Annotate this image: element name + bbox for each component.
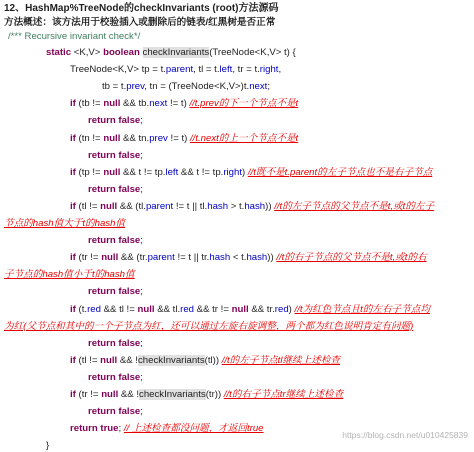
code-keyword: null xyxy=(100,200,120,212)
code-field: hash xyxy=(207,200,231,212)
code-keyword: if xyxy=(70,166,79,178)
code-token: (tn != xyxy=(78,132,104,144)
code-line xyxy=(70,252,427,264)
code-token: && tl != xyxy=(103,303,138,315)
code-token: ; xyxy=(140,115,143,127)
code-token: (t. xyxy=(78,303,88,315)
code-token: ; xyxy=(140,183,143,195)
code-token: && tr. xyxy=(251,303,275,315)
code-line xyxy=(70,98,298,110)
code-token: , tn = (TreeNode<K,V>)t. xyxy=(144,81,250,93)
annotation-comment: //t的右子节点tr继续上述检查 xyxy=(223,389,344,400)
code-token: (tl != xyxy=(78,354,101,366)
code-keyword: null xyxy=(137,303,158,315)
code-line xyxy=(70,64,281,76)
code-token: (tp != xyxy=(78,166,104,178)
code-token: != t) xyxy=(170,98,190,110)
code-token: && ! xyxy=(120,389,140,400)
code-keyword: if xyxy=(70,354,79,366)
code-token: <K,V> xyxy=(73,47,104,58)
annotation-comment: //t为红色节点且t的左右子节点均 xyxy=(294,303,430,315)
code-field: hash xyxy=(244,200,266,212)
annotation-comment: //t的左子节点的父节点不是t,或t的左子 xyxy=(274,200,435,212)
annotation-comment: 节点的hash值大于t的hash值 xyxy=(4,218,126,229)
code-token: && t != tp. xyxy=(180,166,224,178)
code-keyword: return false xyxy=(88,115,141,127)
code-field: red xyxy=(87,303,104,315)
code-token: ) xyxy=(242,166,248,178)
code-field: left xyxy=(165,166,181,178)
code-keyword: null xyxy=(101,252,121,264)
code-token: checkInvariants xyxy=(139,389,206,400)
code-token: (tr != xyxy=(78,252,102,264)
code-token: ; xyxy=(118,423,124,435)
code-keyword: if xyxy=(70,303,79,315)
code-keyword: if xyxy=(70,252,79,264)
code-token: != t) xyxy=(170,132,190,144)
code-line xyxy=(46,47,296,59)
code-line xyxy=(46,440,49,452)
code-field: red xyxy=(274,303,289,315)
code-line xyxy=(102,81,270,93)
code-token: && tb. xyxy=(123,98,150,110)
code-token: && tn. xyxy=(123,132,150,144)
annotation-comment: 子节点的hash值小于t的hash值 xyxy=(4,269,135,281)
code-line xyxy=(88,150,143,162)
code-keyword: null xyxy=(100,354,120,366)
annotation-comment: //t.next的上一个节点不是t xyxy=(190,132,299,144)
code-token: && ! xyxy=(119,354,138,366)
code-token: && (tl. xyxy=(119,200,146,212)
code-token: , xyxy=(278,64,282,76)
code-keyword: if xyxy=(70,200,79,212)
annotation-comment: //t的左子节点tl继续上述检查 xyxy=(221,354,341,366)
code-token: )) xyxy=(265,200,275,212)
code-token: ; xyxy=(140,371,143,383)
code-token: checkInvariants xyxy=(137,354,205,366)
code-token: , tl = t. xyxy=(193,64,220,76)
code-token: )) xyxy=(267,252,277,264)
code-line xyxy=(70,201,434,213)
code-keyword: null xyxy=(231,303,252,315)
code-token: ; xyxy=(140,337,143,349)
code-token: < t. xyxy=(232,252,247,264)
annotation-comment: 为红(父节点和其中的一个子节点为红，还可以通过左旋右旋调整，两个都为红色说明肯定有问题) xyxy=(4,320,414,332)
code-line xyxy=(70,355,340,367)
code-token: ; xyxy=(140,406,143,418)
code-keyword: boolean xyxy=(103,47,143,58)
code-token: tb = t. xyxy=(102,81,127,93)
code-field: parent xyxy=(147,252,178,264)
code-keyword: if xyxy=(70,98,79,110)
code-field: prev xyxy=(126,81,145,93)
code-field: next xyxy=(249,81,268,93)
code-line xyxy=(88,338,143,350)
code-line xyxy=(88,115,143,127)
code-line xyxy=(88,372,143,384)
code-line xyxy=(88,184,143,196)
code-keyword: null xyxy=(103,98,124,110)
code-line xyxy=(4,269,135,281)
code-line xyxy=(70,167,432,179)
code-keyword: return false xyxy=(88,406,141,418)
annotation-comment: //t既不是t.parent的左子节点也不是右子节点 xyxy=(247,166,433,178)
code-keyword: return false xyxy=(88,183,141,195)
code-token: ; xyxy=(140,235,143,247)
section-title: 12、HashMap%TreeNode的checkInvariants (root)方法源码 xyxy=(4,3,279,14)
watermark: https://blog.csdn.net/u010425839 xyxy=(342,430,468,440)
code-keyword: return false xyxy=(88,286,141,298)
code-field: parent xyxy=(165,64,194,76)
code-token: > t. xyxy=(230,200,245,212)
code-field: prev xyxy=(149,132,171,144)
code-token: != t || tr. xyxy=(177,252,210,264)
code-token: (tb != xyxy=(78,98,104,110)
code-field: parent xyxy=(145,200,176,212)
code-token: (TreeNode<K,V> t) { xyxy=(209,47,296,58)
code-field: left xyxy=(219,64,233,76)
code-line xyxy=(4,218,125,230)
code-token: } xyxy=(46,440,50,452)
code-line xyxy=(70,133,298,145)
code-keyword: null xyxy=(103,132,124,144)
code-token: (tl != xyxy=(78,200,101,212)
code-token: && (tr. xyxy=(120,252,148,264)
doc-comment: /*** Recursive invariant check*/ xyxy=(8,31,141,42)
code-field: hash xyxy=(209,252,233,264)
code-line xyxy=(88,235,143,247)
code-keyword: null xyxy=(103,166,124,178)
code-line xyxy=(70,423,264,435)
code-line xyxy=(88,406,143,418)
annotation-comment: //t.prev的下一个节点不是t xyxy=(189,98,299,110)
code-token: TreeNode<K,V> tp = t. xyxy=(70,64,166,76)
code-token: (tr != xyxy=(78,389,102,400)
code-field: right xyxy=(259,64,279,76)
code-line xyxy=(70,304,430,316)
code-token: && tl. xyxy=(157,303,181,315)
code-line xyxy=(4,321,413,333)
code-token: && tr != xyxy=(196,303,232,315)
code-field: red xyxy=(180,303,197,315)
code-token: ; xyxy=(267,81,270,93)
code-field: hash xyxy=(246,252,268,264)
code-keyword: static xyxy=(46,47,74,58)
code-keyword: return false xyxy=(88,337,141,349)
annotation-comment: // 上述检查都没问题，才返回true xyxy=(123,423,264,435)
code-token: (tl)) xyxy=(204,354,222,366)
code-field: next xyxy=(149,98,170,110)
method-description: 方法概述：该方法用于校验插入或删除后的链表/红黑树是否正常 xyxy=(4,17,276,28)
code-token: && t != tp. xyxy=(123,166,166,178)
code-keyword: return false xyxy=(88,235,141,247)
code-token: (tr)) xyxy=(205,389,224,400)
code-line xyxy=(70,389,343,401)
code-token: checkInvariants xyxy=(142,47,210,58)
annotation-comment: //t的右子节点的父节点不是t,或t的右 xyxy=(276,252,427,264)
code-keyword: if xyxy=(70,132,79,144)
code-token: ) xyxy=(288,303,295,315)
code-keyword: if xyxy=(70,389,79,400)
code-token: ; xyxy=(140,286,143,298)
code-field: right xyxy=(223,166,242,178)
code-token: , tr = t. xyxy=(232,64,260,76)
code-keyword: return false xyxy=(88,371,141,383)
code-token: != t || tl. xyxy=(175,200,208,212)
code-keyword: return false xyxy=(88,149,141,161)
code-line xyxy=(88,286,143,298)
code-keyword: return true xyxy=(70,423,119,435)
code-keyword: null xyxy=(101,389,121,400)
code-token: ; xyxy=(140,149,143,161)
